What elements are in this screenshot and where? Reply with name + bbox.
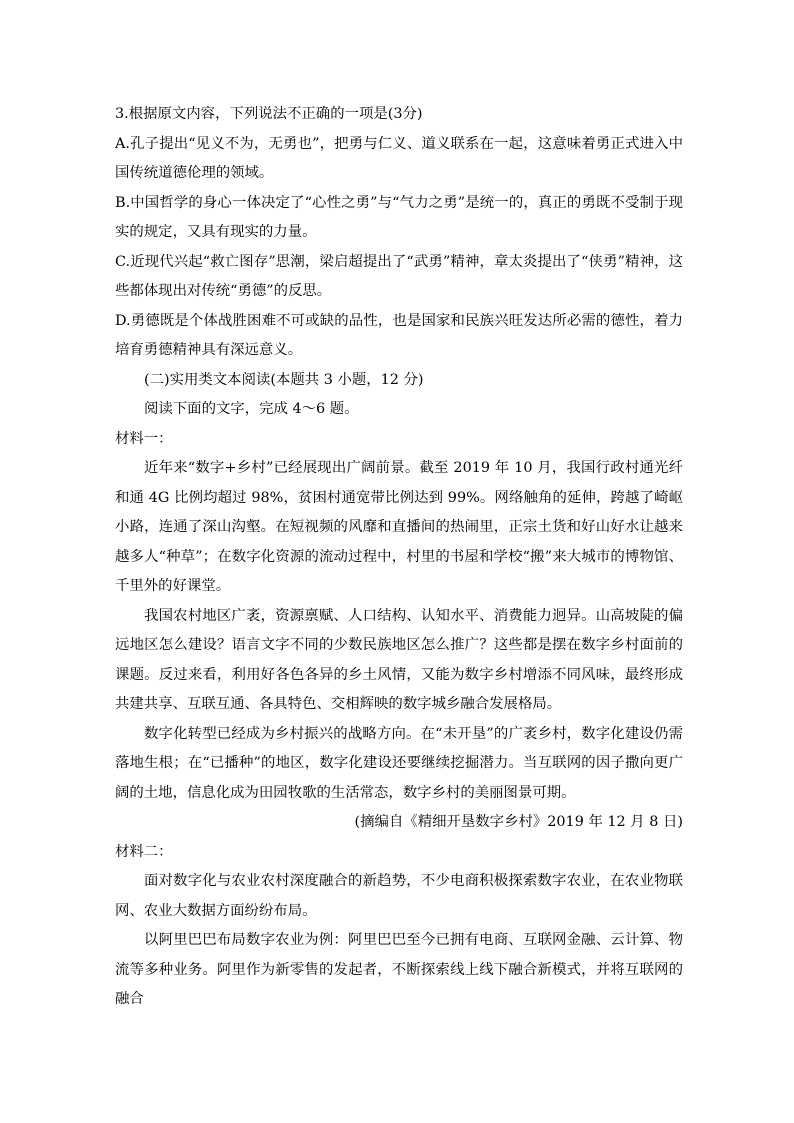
material-1-paragraph-2: 我国农村地区广袤，资源禀赋、人口结构、认知水平、消费能力迥异。山高坡陡的偏远地区怎么建设？语言文字不同的少数民族地区怎么推广？这些都是摆在数字乡村面前的课题。反过来看，利用好各色各异的乡土风情，又能为数字乡村增添不同风味，最终形成共建共享、互联互通、各具特色、交相辉映的数字城乡融合发展格局。 <box>115 607 683 712</box>
document-body <box>115 100 683 1015</box>
question-3-stem: 3.根据原文内容，下列说法不正确的一项是(3分) <box>115 106 423 122</box>
material-2-paragraph-2: 以阿里巴巴布局数字农业为例：阿里巴巴至今已拥有电商、互联网金融、云计算、物流等多种业务。阿里作为新零售的发起者，不断探索线上线下融合新模式，并将互联网的融合 <box>115 932 683 1007</box>
material-1-label: 材料一： <box>115 430 173 447</box>
material-1-paragraph-1: 近年来“数字+乡村”已经展现出广阔前景。截至 2019 年 10 月，我国行政村通光纤和通 4G 比例均超过 98%，贫困村通宽带比例达到 99%。网络触角的延伸，跨越了崎岖小路，连通了深山沟壑。在短视频的风靡和直播间的热闹里，正宗土货和好山好水让越来越多人“种草”；在数字化资源的流动过程中，村里的书屋和学校“搬”来大城市的博物馆、千里外的好课堂。 <box>115 460 683 594</box>
material-1-source: (摘编自《精细开垦数字乡村》2019 年 12 月 8 日) <box>354 814 683 830</box>
section-2-heading: (二)实用类文本阅读(本题共 3 小题，12 分) <box>144 371 424 388</box>
question-3-option-d: D.勇德既是个体战胜困难不可或缺的品性，也是国家和民族兴旺发达所必需的德性，着力培育勇德精神具有深远意义。 <box>115 312 683 358</box>
question-3-option-a: A.孔子提出“见义不为，无勇也”，把勇与仁义、道义联系在一起，这意味着勇正式进入中国传统道德伦理的领域。 <box>115 135 683 181</box>
question-3-option-c: C.近现代兴起“救亡图存”思潮，梁启超提出了“武勇”精神，章太炎提出了“侠勇”精神，这些都体现出对传统“勇德”的反思。 <box>115 253 683 299</box>
section-2-instruction: 阅读下面的文字，完成 4～6 题。 <box>144 401 359 417</box>
question-3-option-b: B.中国哲学的身心一体决定了“心性之勇”与“气力之勇”是统一的，真正的勇既不受制于现实的规定，又具有现实的力量。 <box>115 194 683 240</box>
material-1-paragraph-3: 数字化转型已经成为乡村振兴的战略方向。在“未开垦”的广袤乡村，数字化建设仍需落地生根；在“已播种”的地区，数字化建设还要继续挖掘潜力。当互联网的因子撒向更广阔的土地，信息化成为田园牧歌的生活常态，数字乡村的美丽图景可期。 <box>115 725 683 801</box>
material-2-label: 材料二： <box>115 843 173 860</box>
material-2-paragraph-1: 面对数字化与农业农村深度融合的新趋势，不少电商积极探索数字农业，在农业物联网、农业大数据方面纷纷布局。 <box>115 873 683 919</box>
